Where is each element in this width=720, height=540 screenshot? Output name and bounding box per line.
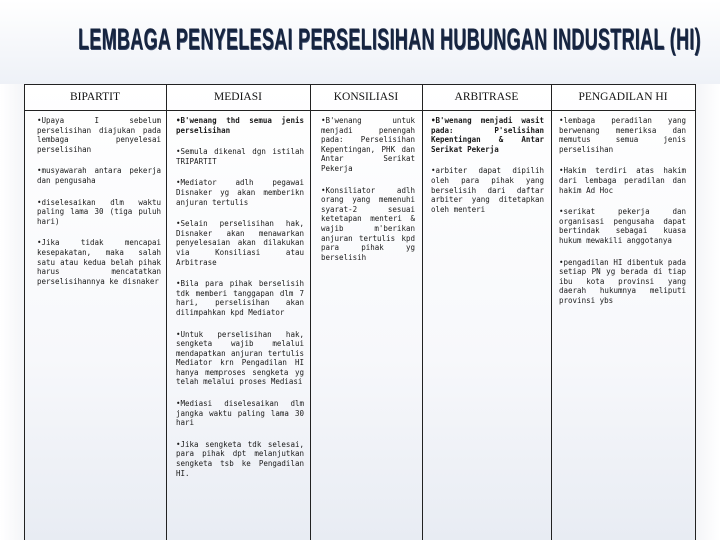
table-left-border: [24, 84, 25, 540]
header-arbitrase: ARBITRASE: [454, 91, 519, 103]
pengadilan-hi-item: •Hakim terdiri atas hakim dari lembaga peradilan dan hakim Ad Hoc: [559, 166, 686, 195]
arbitrase-item: •arbiter dapat dipilih oleh para pihak yang berselisih dari daftar arbiter yang ditetapkan oleh menteri: [431, 166, 544, 214]
column-divider-2: [310, 84, 311, 540]
konsiliasi-column: [321, 116, 415, 274]
bipartit-item: •musyawarah antara pekerja dan pengusaha: [37, 166, 161, 185]
mediasi-item: •B'wenang thd semua jenis perselisihan: [176, 116, 304, 135]
konsiliasi-item: •B'wenang untuk menjadi penengah pada: Perselisihan Kepentingan, PHK dan Antar Serikat Pekerja: [321, 116, 415, 173]
right-margin: [696, 84, 720, 540]
mediasi-item: •Mediator adlh pegawai Disnaker yg akan memberikn anjuran tertulis: [176, 178, 304, 207]
arbitrase-item: •B'wenang menjadi wasit pada: P'selisihan Kepentingan & Antar Serikat Pekerja: [431, 116, 544, 154]
header-konsiliasi: KONSILIASI: [333, 91, 399, 103]
pengadilan-hi-item: •pengadilan HI dibentuk pada setiap PN yg berada di tiap ibu kota provinsi yang daerah hukumnya meliputi provinsi ybs: [559, 257, 686, 305]
arbitrase-column: [431, 116, 544, 226]
slide-title: LEMBAGA PENYELESAI PERSELISIHAN HUBUNGAN INDUSTRIAL (HI): [78, 23, 701, 56]
header-mediasi: MEDIASI: [214, 91, 262, 103]
bipartit-item: •diselesaikan dlm waktu paling lama 30 (tiga puluh hari): [37, 197, 161, 226]
pengadilan-hi-column: [559, 116, 686, 318]
bipartit-item: •Jika tidak mencapai kesepakatan, maka salah satu atau kedua belah pihak harus mencatatkan perselisihannya ke disnaker: [37, 238, 161, 286]
mediasi-item: •Bila para pihak berselisih tdk memberi tanggapan dlm 7 hari, perselisihan akan dilimpahkan kpd Mediator: [176, 279, 304, 317]
konsiliasi-item: •Konsiliator adlh orang yang memenuhi syarat-2 sesuai ketetapan menteri & wajib m'berikan anjuran tertulis kpd para pihak yg berselisih: [321, 185, 415, 262]
bipartit-item: •Upaya I sebelum perselisihan diajukan pada lembaga penyelesai perselisihan: [37, 116, 161, 154]
column-divider-1: [166, 84, 167, 540]
header-bipartit: BIPARTIT: [69, 91, 120, 103]
pengadilan-hi-item: •lembaga peradilan yang berwenang memeriksa dan memutus semua jenis perselisihan: [559, 116, 686, 154]
table-right-border: [695, 84, 696, 540]
mediasi-column: [176, 116, 304, 490]
mediasi-item: •Semula dikenal dgn istilah TRIPARTIT: [176, 147, 304, 166]
mediasi-item: •Jika sengketa tdk selesai, para pihak dpt melanjutkan sengketa tsb ke Pengadilan HI.: [176, 439, 304, 478]
pengadilan-hi-item: •serikat pekerja dan organisasi pengusaha dapat bertindak sebagai kuasa hukum mewakili anggotanya: [559, 207, 686, 245]
column-divider-3: [422, 84, 423, 540]
mediasi-item: •Untuk perselisihan hak, sengketa wajib melalui mendapatkan anjuran tertulis Mediator krn Pengadilan HI hanya memproses sengketa yg telah melalui proses Mediasi: [176, 329, 304, 387]
header-pengadilan-hi: PENGADILAN HI: [578, 91, 668, 103]
mediasi-item: •Selain perselisihan hak, Disnaker akan menawarkan penyelesaian akan dilakukan via Konsiliasi atau Arbitrase: [176, 219, 304, 267]
title-band: [0, 0, 720, 84]
left-margin: [0, 84, 24, 540]
mediasi-item: •Mediasi diselesaikan dlm jangka waktu paling lama 30 hari: [176, 399, 304, 428]
column-divider-4: [551, 84, 552, 540]
header-divider: [24, 110, 696, 111]
bipartit-column: [37, 116, 161, 298]
